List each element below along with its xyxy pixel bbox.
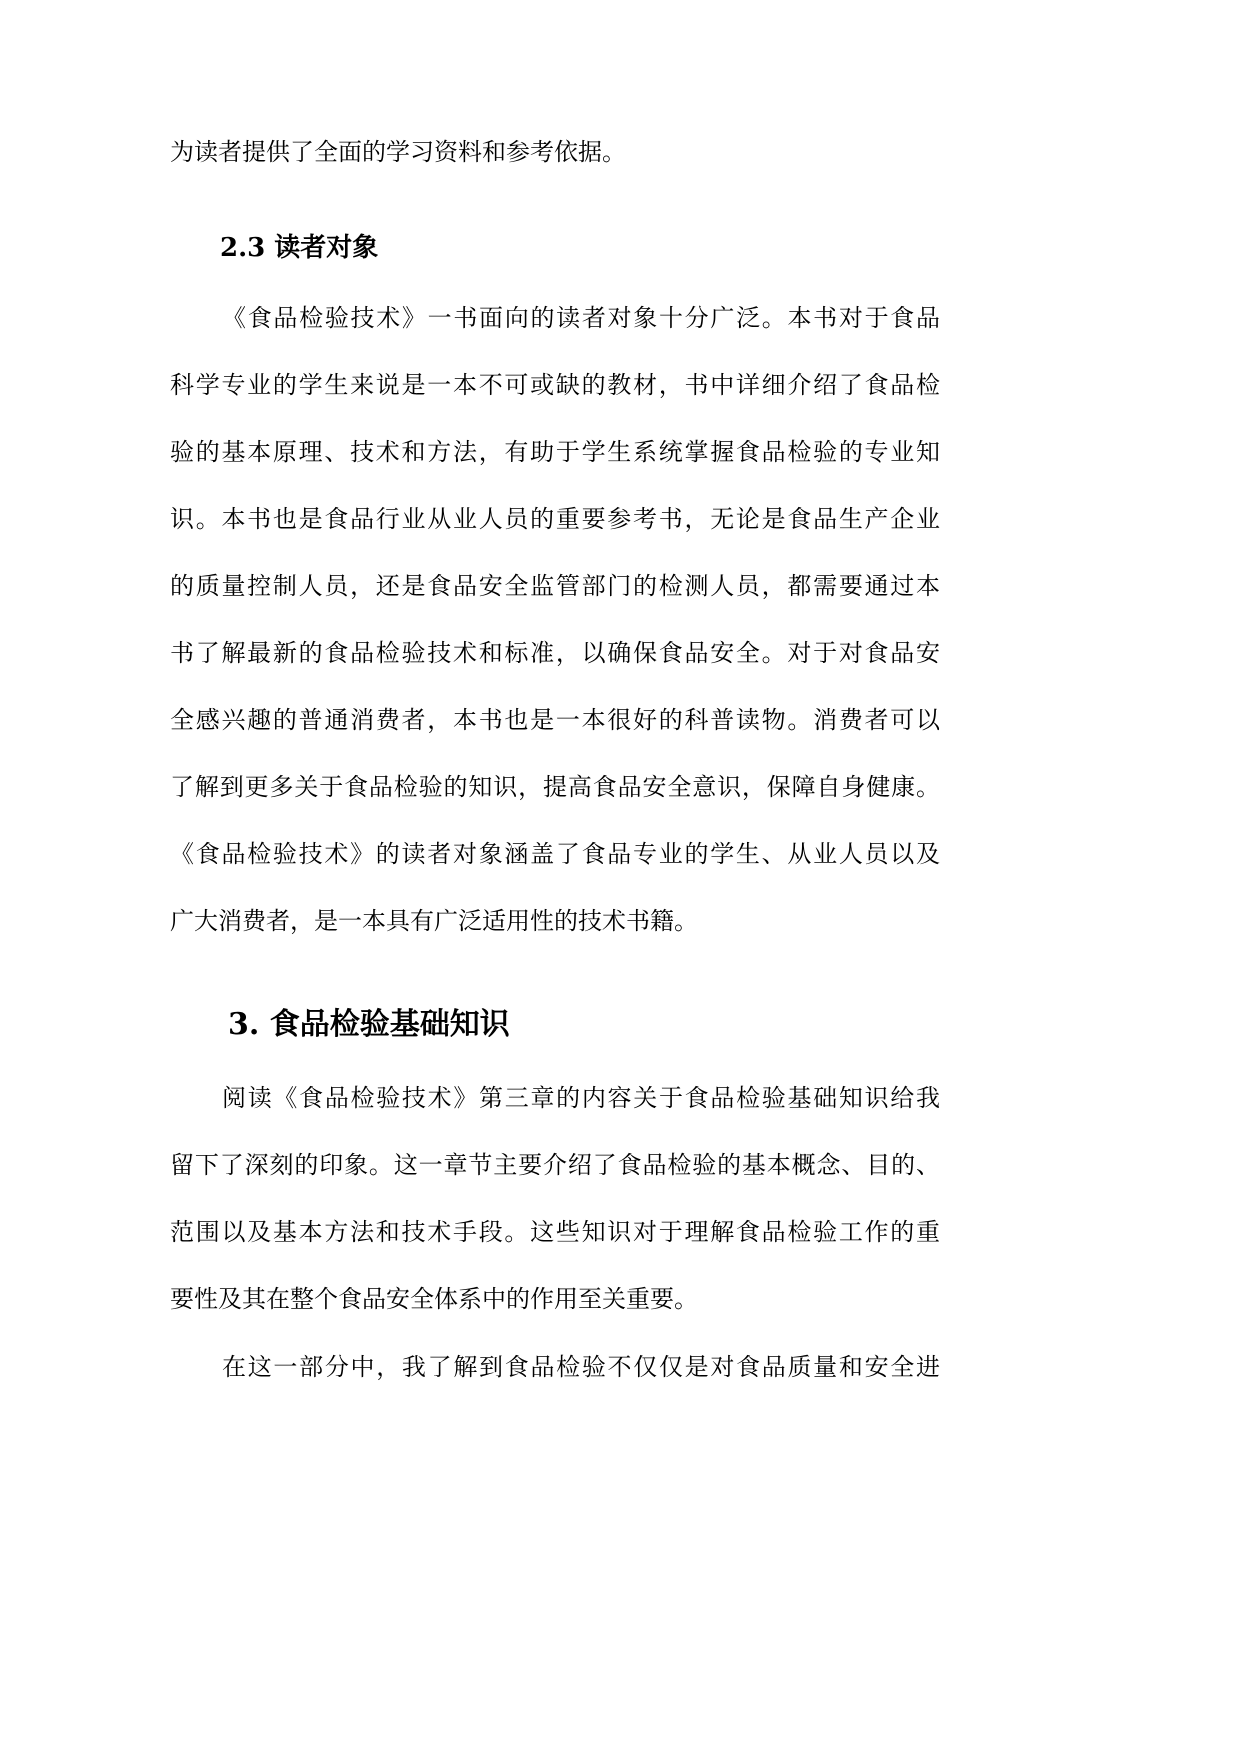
basics-paragraph-continued	[170, 1334, 940, 1401]
paragraph-line: 《食品检验技术》的读者对象涵盖了食品专业的学生、从业人员以及	[170, 840, 940, 868]
paragraph-line: 验的基本原理、技术和方法，有助于学生系统掌握食品检验的专业知	[170, 438, 940, 466]
paragraph-line: 《食品检验技术》一书面向的读者对象十分广泛。本书对于食品	[222, 304, 940, 332]
reader-audience-paragraph	[170, 285, 940, 955]
paragraph-line: 留下了深刻的印象。这一章节主要介绍了食品检验的基本概念、目的、	[170, 1151, 940, 1179]
paragraph-line: 广大消费者，是一本具有广泛适用性的技术书籍。	[170, 907, 698, 935]
paragraph-line: 的质量控制人员，还是食品安全监管部门的检测人员，都需要通过本	[170, 572, 940, 600]
section-heading-2-3: 2.3 读者对象	[220, 233, 379, 263]
paragraph-line: 范围以及基本方法和技术手段。这些知识对于理解食品检验工作的重	[170, 1218, 940, 1246]
document-page	[170, 119, 940, 1401]
basics-paragraph	[170, 1065, 940, 1333]
paragraph-line: 在这一部分中，我了解到食品检验不仅仅是对食品质量和安全进	[222, 1353, 940, 1381]
section-heading-3: 3. 食品检验基础知识	[228, 1007, 510, 1042]
paragraph-line: 为读者提供了全面的学习资料和参考依据。	[170, 138, 626, 166]
paragraph-line: 了解到更多关于食品检验的知识，提高食品安全意识，保障自身健康。	[170, 773, 940, 801]
paragraph-line: 科学专业的学生来说是一本不可或缺的教材，书中详细介绍了食品检	[170, 371, 940, 399]
paragraph-line: 识。本书也是食品行业从业人员的重要参考书，无论是食品生产企业	[170, 505, 940, 533]
paragraph-line: 阅读《食品检验技术》第三章的内容关于食品检验基础知识给我	[222, 1084, 940, 1112]
paragraph-line: 全感兴趣的普通消费者，本书也是一本很好的科普读物。消费者可以	[170, 706, 940, 734]
paragraph-line: 书了解最新的食品检验技术和标准，以确保食品安全。对于对食品安	[170, 639, 940, 667]
paragraph-line: 要性及其在整个食品安全体系中的作用至关重要。	[170, 1285, 698, 1313]
intro-paragraph	[170, 119, 940, 186]
